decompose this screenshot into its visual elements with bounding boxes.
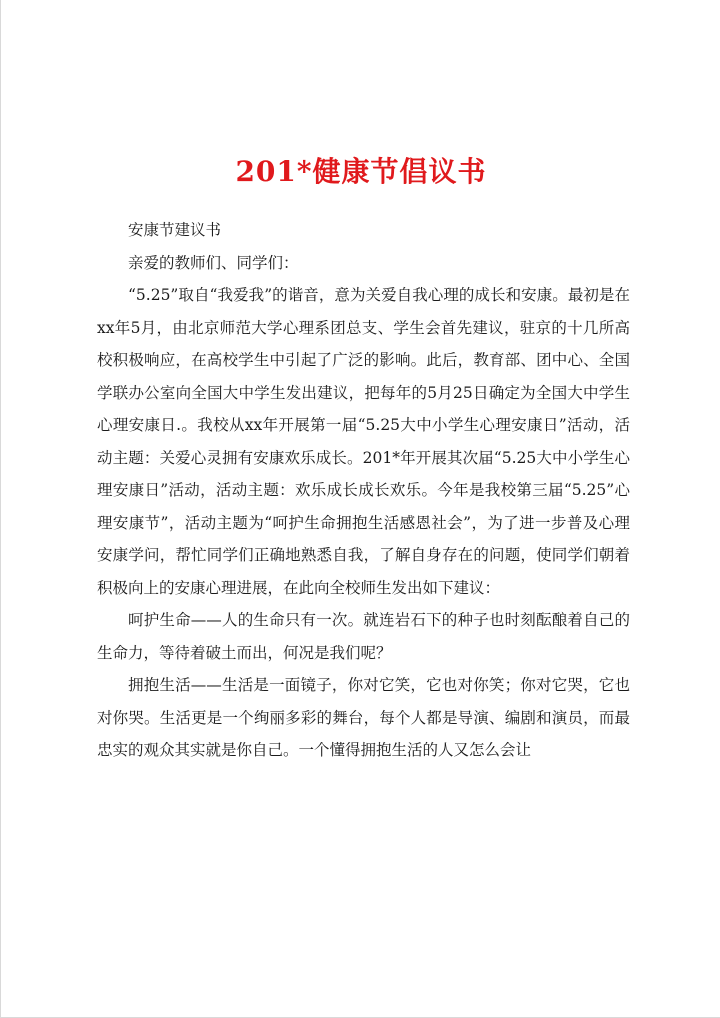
protect-life-paragraph: 呵护生命——人的生命只有一次。就连岩石下的种子也时刻酝酿着自己的生命力，等待着破土而出，何况是我们呢？ <box>97 611 630 662</box>
intro-paragraph: “5.25”取自“我爱我”的谐音，意为关爱自我心理的成长和安康。最初是在xx年5月，由北京师范大学心理系团总支、学生会首先建议，驻京的十几所高校积极响应，在高校学生中引起了广泛的影响。此后，教育部、团中心、全国学联办公室向全国大中学生发出建议，把每年的5月25日确定为全国大中学生心理安康日.。我校从xx年开展第一届“5.25大中小学生心理安康日”活动，活动主题：关爱心灵拥有安康欢乐成长。201*年开展其次届“5.25大中小学生心理安康日”活动，活动主题：欢乐成长成长欢乐。今年是我校第三届“5.25”心理安康节”，活动主题为“呵护生命拥抱生活感恩社会”，为了进一步普及心理安康学问，帮忙同学们正确地熟悉自我，了解自身存在的问题，使同学们朝着积极向上的安康心理进展，在此向全校师生发出如下建议： <box>97 286 630 597</box>
salutation-paragraph: 亲爱的教师们、同学们： <box>128 253 299 272</box>
document-title: 201*健康节倡议书 <box>235 155 487 188</box>
subtitle-paragraph: 安康节建议书 <box>128 221 222 239</box>
document-body <box>97 214 630 767</box>
embrace-life-paragraph: 拥抱生活——生活是一面镜子，你对它笑，它也对你笑；你对它哭，它也对你哭。生活更是一个绚丽多彩的舞台，每个人都是导演、编剧和演员，而最忠实的观众其实就是你自己。一个懂得拥抱生活的人又怎么会让 <box>97 676 630 759</box>
